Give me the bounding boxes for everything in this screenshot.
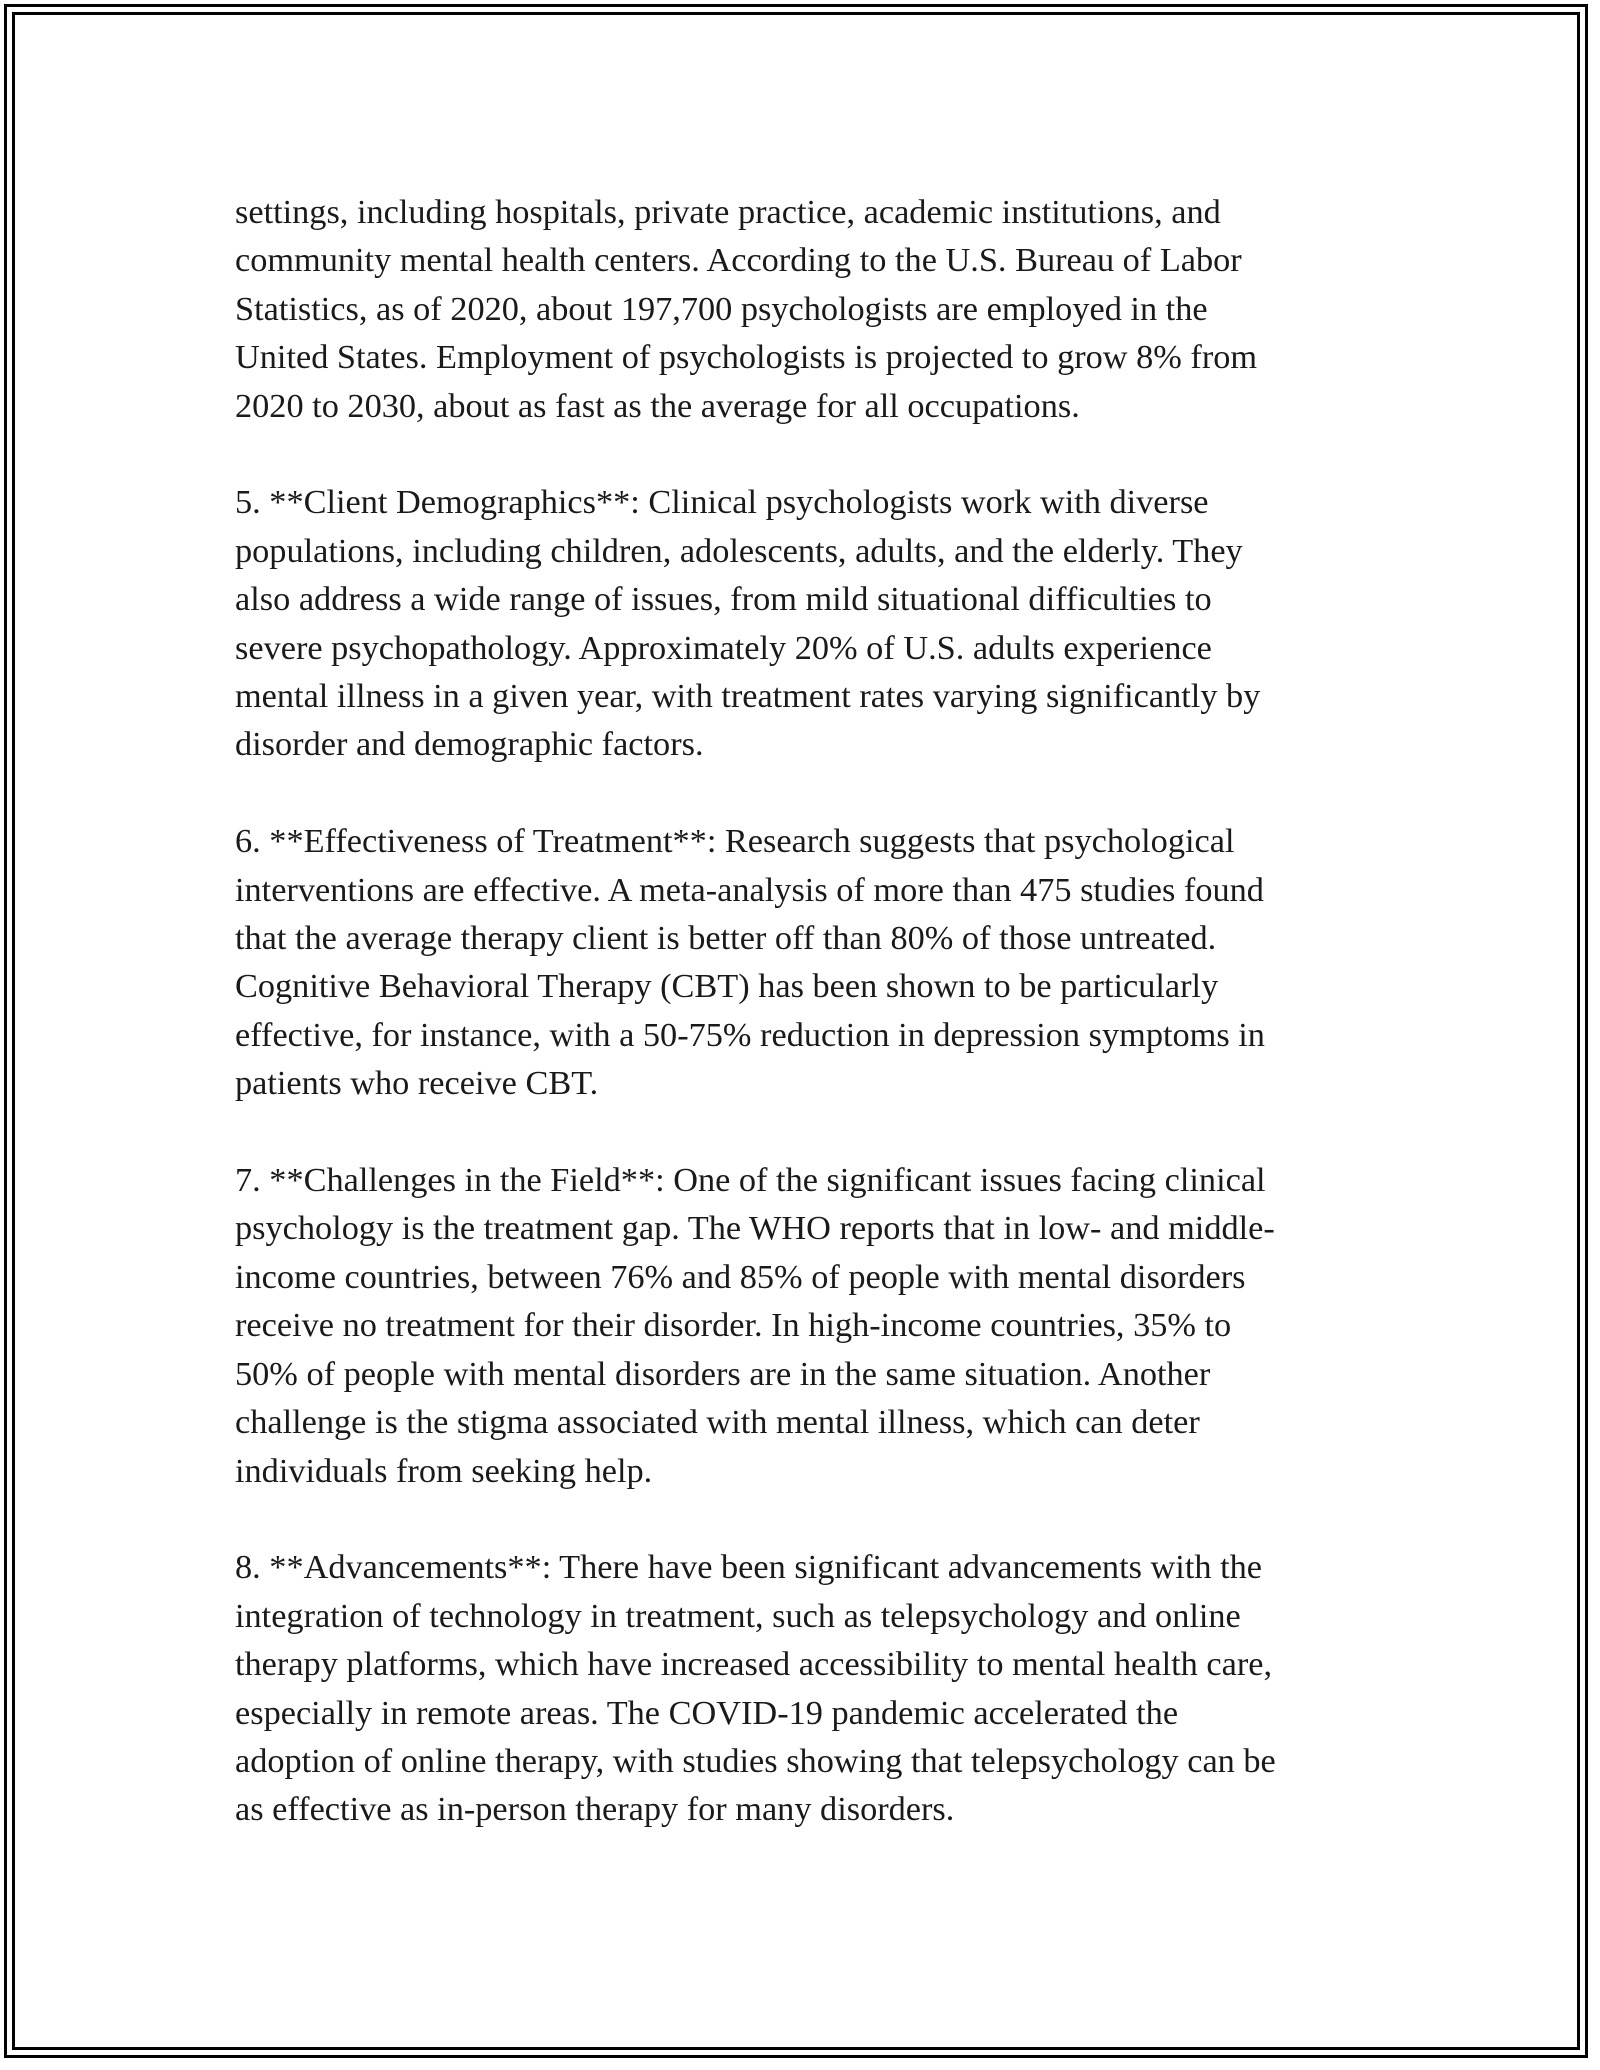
paragraph — [235, 478, 1365, 768]
paragraph — [235, 1543, 1365, 1833]
text-line: disorder and demographic factors. — [235, 725, 704, 764]
text-line: that the average therapy client is better off than 80% of those untreated. — [235, 919, 1217, 958]
text-line: 5. **Client Demographics**: Clinical psychologists work with diverse — [235, 483, 1209, 522]
text-line: adoption of online therapy, with studies showing that telepsychology can be — [235, 1741, 1276, 1780]
text-line: community mental health centers. According to the U.S. Bureau of Labor — [235, 241, 1242, 280]
text-line: 6. **Effectiveness of Treatment**: Research suggests that psychological — [235, 822, 1235, 861]
text-line: Cognitive Behavioral Therapy (CBT) has been shown to be particularly — [235, 967, 1219, 1006]
text-line: income countries, between 76% and 85% of people with mental disorders — [235, 1257, 1246, 1296]
text-line: effective, for instance, with a 50-75% reduction in depression symptoms in — [235, 1015, 1265, 1054]
text-line: especially in remote areas. The COVID-19 pandemic accelerated the — [235, 1693, 1179, 1732]
text-line: psychology is the treatment gap. The WHO reports that in low- and middle- — [235, 1209, 1275, 1248]
text-line: therapy platforms, which have increased accessibility to mental health care, — [235, 1645, 1273, 1684]
document-body — [235, 188, 1365, 1882]
paragraph — [235, 817, 1365, 1107]
text-line: severe psychopathology. Approximately 20% of U.S. adults experience — [235, 628, 1212, 667]
text-line: integration of technology in treatment, such as telepsychology and online — [235, 1596, 1241, 1635]
text-line: patients who receive CBT. — [235, 1064, 599, 1103]
text-line: interventions are effective. A meta-analysis of more than 475 studies found — [235, 870, 1264, 909]
text-line: Statistics, as of 2020, about 197,700 psychologists are employed in the — [235, 289, 1208, 328]
text-line: 7. **Challenges in the Field**: One of the significant issues facing clinical — [235, 1161, 1266, 1200]
paragraph — [235, 188, 1365, 430]
text-line: individuals from seeking help. — [235, 1451, 653, 1490]
text-line: 8. **Advancements**: There have been significant advancements with the — [235, 1548, 1262, 1587]
text-line: 2020 to 2030, about as fast as the average for all occupations. — [235, 386, 1080, 425]
text-line: settings, including hospitals, private practice, academic institutions, and — [235, 193, 1221, 231]
paragraph — [235, 1156, 1365, 1495]
text-line: receive no treatment for their disorder. In high-income countries, 35% to — [235, 1306, 1232, 1345]
text-line: populations, including children, adolescents, adults, and the elderly. They — [235, 531, 1243, 570]
text-line: as effective as in-person therapy for many disorders. — [235, 1790, 955, 1829]
text-line: mental illness in a given year, with treatment rates varying significantly by — [235, 677, 1261, 716]
text-line: 50% of people with mental disorders are in the same situation. Another — [235, 1354, 1211, 1393]
text-line: also address a wide range of issues, from mild situational difficulties to — [235, 580, 1212, 619]
text-line: United States. Employment of psychologists is projected to grow 8% from — [235, 338, 1258, 377]
text-line: challenge is the stigma associated with mental illness, which can deter — [235, 1403, 1200, 1442]
